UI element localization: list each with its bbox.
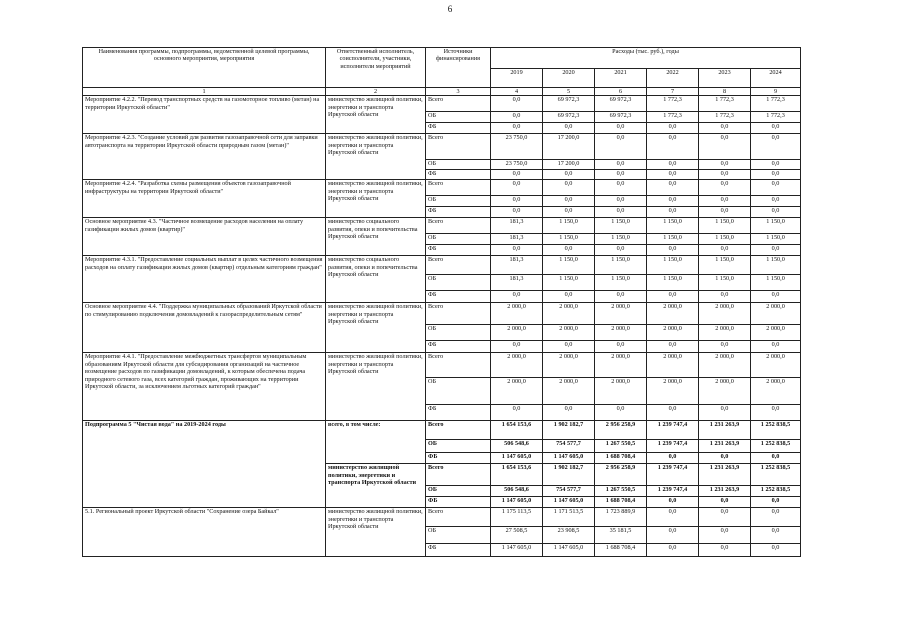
row-value: 0,0 (699, 180, 751, 196)
row-value: 2 000,0 (491, 378, 543, 405)
table-row (83, 134, 801, 160)
row-name: Мероприятие 4.4.1. "Предоставление межбюджетных трансфертов муниципальным образованиям Иркутской области для субсидирования организаций на частичное возмещение расходов по газификации домовладений, к которым обеспечена подача природного сетевого газа, всех категорий граждан, проживающих на территории Иркутской области, за исключением льготных категорий граждан" (83, 353, 326, 421)
row-source: ФБ (426, 245, 491, 256)
row-value: 0,0 (699, 405, 751, 421)
row-value: 0,0 (647, 291, 699, 303)
row-value: 0,0 (543, 123, 595, 134)
row-value: 1 267 550,5 (595, 486, 647, 497)
row-value: 0,0 (699, 160, 751, 170)
row-value: 1 239 747,4 (647, 421, 699, 440)
row-source: ФБ (426, 544, 491, 557)
row-value: 2 000,0 (647, 325, 699, 341)
row-value: 1 150,0 (543, 256, 595, 275)
row-value: 0,0 (751, 196, 801, 207)
row-value: 0,0 (647, 123, 699, 134)
row-value: 0,0 (699, 170, 751, 180)
row-source: Всего (426, 464, 491, 486)
row-value: 1 231 263,9 (699, 421, 751, 440)
row-value: 0,0 (699, 291, 751, 303)
row-responsible: министерство жилищной политики, энергетики и транспорта Иркутской области (326, 303, 426, 353)
row-value: 2 000,0 (699, 353, 751, 378)
row-value: 1 147 605,0 (543, 453, 595, 464)
row-value: 1 150,0 (751, 275, 801, 291)
row-responsible: министерство жилищной политики, энергетики и транспорта Иркутской области (326, 508, 426, 557)
row-value: 0,0 (491, 123, 543, 134)
row-value: 0,0 (699, 134, 751, 160)
column-number: 7 (647, 88, 699, 96)
table-row (83, 180, 801, 196)
table-row (83, 421, 801, 440)
row-source: ФБ (426, 497, 491, 508)
row-value: 0,0 (751, 134, 801, 160)
row-value: 1 150,0 (647, 275, 699, 291)
row-value: 181,3 (491, 218, 543, 234)
row-value: 0,0 (543, 207, 595, 218)
header-year: 2020 (543, 69, 595, 88)
row-name: Мероприятие 4.2.4. "Разработка схемы размещения объектов газозаправочной инфраструктуры на территории Иркутской области" (83, 180, 326, 218)
row-value: 0,0 (751, 291, 801, 303)
row-responsible: министерство жилищной политики, энергетики и транспорта Иркутской области (326, 353, 426, 421)
row-value: 1 171 513,5 (543, 508, 595, 527)
row-source: Всего (426, 218, 491, 234)
row-value: 2 000,0 (751, 353, 801, 378)
row-value: 0,0 (595, 245, 647, 256)
row-value: 2 000,0 (699, 303, 751, 325)
row-value: 0,0 (699, 453, 751, 464)
row-value: 1 147 605,0 (491, 544, 543, 557)
row-value: 0,0 (491, 180, 543, 196)
row-value: 0,0 (543, 291, 595, 303)
row-source: ФБ (426, 405, 491, 421)
row-value: 1 150,0 (647, 234, 699, 245)
row-name: Мероприятие 4.2.3. "Создание условий для развития газозаправочной сети для заправки автотранспорта на территории Иркутской области природным газом (метан)" (83, 134, 326, 180)
row-value: 69 972,3 (595, 96, 647, 112)
row-value: 0,0 (647, 170, 699, 180)
row-value: 0,0 (543, 405, 595, 421)
row-value: 0,0 (751, 180, 801, 196)
row-value: 1 147 605,0 (543, 497, 595, 508)
row-value: 1 147 605,0 (491, 497, 543, 508)
row-value: 2 000,0 (699, 325, 751, 341)
header-expenses: Расходы (тыс. руб.), годы (491, 48, 801, 69)
row-value: 1 175 113,5 (491, 508, 543, 527)
row-value: 0,0 (491, 341, 543, 353)
row-value: 0,0 (647, 527, 699, 544)
row-value: 754 577,7 (543, 440, 595, 453)
row-value: 0,0 (751, 527, 801, 544)
row-value: 1 239 747,4 (647, 464, 699, 486)
row-value: 2 000,0 (751, 378, 801, 405)
row-source: ФБ (426, 291, 491, 303)
row-value: 181,3 (491, 234, 543, 245)
row-source: ОБ (426, 378, 491, 405)
row-value: 0,0 (751, 170, 801, 180)
header-year: 2022 (647, 69, 699, 88)
row-value: 2 000,0 (595, 325, 647, 341)
header-source: Источники финансирования (426, 48, 491, 88)
row-value: 1 231 263,9 (699, 464, 751, 486)
row-value: 1 772,3 (647, 96, 699, 112)
row-value: 1 252 838,5 (751, 486, 801, 497)
row-value: 0,0 (595, 180, 647, 196)
row-value: 0,0 (699, 527, 751, 544)
row-source: ФБ (426, 207, 491, 218)
column-number: 5 (543, 88, 595, 96)
row-value: 0,0 (699, 245, 751, 256)
row-source: ФБ (426, 170, 491, 180)
row-value: 2 000,0 (543, 378, 595, 405)
page-number: 6 (447, 4, 453, 14)
header-responsible: Ответственный исполнитель, соисполнители, участники, исполнители мероприятий (326, 48, 426, 88)
row-value: 2 000,0 (595, 378, 647, 405)
row-value: 506 548,6 (491, 440, 543, 453)
row-value: 0,0 (595, 196, 647, 207)
row-value: 69 972,3 (543, 112, 595, 123)
row-value: 2 000,0 (595, 303, 647, 325)
row-value: 0,0 (595, 341, 647, 353)
row-value: 2 000,0 (543, 303, 595, 325)
row-value: 0,0 (543, 245, 595, 256)
row-value: 1 147 605,0 (543, 544, 595, 557)
header-year: 2023 (699, 69, 751, 88)
row-value: 181,3 (491, 275, 543, 291)
row-responsible: министерство жилищной политики, энергетики и транспорта Иркутской области (326, 96, 426, 134)
row-value: 0,0 (595, 405, 647, 421)
row-value: 0,0 (491, 196, 543, 207)
row-value: 181,3 (491, 256, 543, 275)
row-value: 2 000,0 (491, 353, 543, 378)
row-value: 0,0 (699, 544, 751, 557)
row-value: 27 508,5 (491, 527, 543, 544)
row-value: 2 000,0 (543, 325, 595, 341)
row-responsible: министерство жилищной политики, энергетики и транспорта Иркутской области (326, 134, 426, 180)
row-source: ОБ (426, 234, 491, 245)
column-number: 4 (491, 88, 543, 96)
row-value: 0,0 (751, 123, 801, 134)
row-value: 0,0 (543, 196, 595, 207)
row-value: 1 150,0 (595, 275, 647, 291)
row-responsible: министерство социального развития, опеки и попечительства Иркутской области (326, 256, 426, 303)
row-value: 0,0 (647, 180, 699, 196)
row-value: 0,0 (647, 508, 699, 527)
row-value: 23 750,0 (491, 134, 543, 160)
row-value: 0,0 (491, 291, 543, 303)
row-source: ФБ (426, 453, 491, 464)
row-value: 0,0 (699, 508, 751, 527)
row-value: 1 772,3 (751, 112, 801, 123)
row-value: 0,0 (647, 134, 699, 160)
row-value: 0,0 (595, 134, 647, 160)
row-value: 0,0 (647, 544, 699, 557)
row-value: 1 239 747,4 (647, 486, 699, 497)
row-value: 1 150,0 (647, 256, 699, 275)
row-source: ОБ (426, 486, 491, 497)
row-value: 1 150,0 (647, 218, 699, 234)
row-value: 1 267 550,5 (595, 440, 647, 453)
row-value: 2 000,0 (491, 303, 543, 325)
row-value: 0,0 (543, 170, 595, 180)
table-row (83, 353, 801, 378)
row-value: 0,0 (595, 170, 647, 180)
row-value: 0,0 (751, 544, 801, 557)
column-number: 8 (699, 88, 751, 96)
row-value: 0,0 (595, 123, 647, 134)
row-value: 1 150,0 (751, 256, 801, 275)
row-value: 1 772,3 (699, 112, 751, 123)
row-value: 35 181,5 (595, 527, 647, 544)
row-value: 2 000,0 (751, 325, 801, 341)
row-value: 1 902 182,7 (543, 464, 595, 486)
row-source: Всего (426, 256, 491, 275)
row-value: 0,0 (699, 123, 751, 134)
column-number: 9 (751, 88, 801, 96)
row-value: 0,0 (543, 341, 595, 353)
row-name: Мероприятие 4.3.1. "Предоставление социальных выплат в целях частичного возмещения расходов на оплату газификации жилых домов (квартир) отдельным категориям граждан" (83, 256, 326, 303)
row-source: ОБ (426, 112, 491, 123)
row-responsible: министерство жилищной политики, энергетики и транспорта Иркутской области (326, 180, 426, 218)
header-year: 2024 (751, 69, 801, 88)
column-number: 3 (426, 88, 491, 96)
row-value: 1 150,0 (699, 218, 751, 234)
row-value: 0,0 (751, 508, 801, 527)
row-value: 0,0 (595, 207, 647, 218)
row-value: 0,0 (751, 160, 801, 170)
row-source: ОБ (426, 527, 491, 544)
table-row (83, 218, 801, 234)
row-source: Всего (426, 353, 491, 378)
row-value: 0,0 (647, 160, 699, 170)
row-value: 1 147 605,0 (491, 453, 543, 464)
row-value: 2 000,0 (543, 353, 595, 378)
table-row (83, 303, 801, 325)
row-value: 0,0 (699, 341, 751, 353)
header-year: 2021 (595, 69, 647, 88)
row-value: 0,0 (647, 196, 699, 207)
row-value: 1 688 708,4 (595, 497, 647, 508)
row-value: 1 252 838,5 (751, 440, 801, 453)
row-value: 2 956 258,9 (595, 421, 647, 440)
row-source: ОБ (426, 325, 491, 341)
row-source: ФБ (426, 123, 491, 134)
row-value: 0,0 (699, 196, 751, 207)
row-value: 0,0 (647, 497, 699, 508)
row-source: ОБ (426, 196, 491, 207)
row-source: ОБ (426, 160, 491, 170)
table-row (83, 96, 801, 112)
expenses-table (82, 47, 801, 557)
row-value: 0,0 (491, 96, 543, 112)
row-value: 2 000,0 (647, 303, 699, 325)
row-value: 2 000,0 (699, 378, 751, 405)
row-value: 2 956 258,9 (595, 464, 647, 486)
row-value: 0,0 (699, 497, 751, 508)
row-value: 17 200,0 (543, 134, 595, 160)
row-value: 0,0 (751, 405, 801, 421)
row-value: 0,0 (751, 453, 801, 464)
row-value: 1 231 263,9 (699, 486, 751, 497)
row-value: 0,0 (647, 453, 699, 464)
row-value: 1 654 153,6 (491, 421, 543, 440)
row-value: 1 252 838,5 (751, 464, 801, 486)
row-source: Всего (426, 134, 491, 160)
row-value: 0,0 (543, 180, 595, 196)
row-value: 0,0 (647, 207, 699, 218)
row-name: Подпрограмма 5 "Чистая вода" на 2019-2024 годы (83, 421, 326, 508)
row-value: 0,0 (491, 207, 543, 218)
row-value: 1 231 263,9 (699, 440, 751, 453)
row-value: 0,0 (751, 497, 801, 508)
row-responsible: министерство социального развития, опеки и попечительства Иркутской области (326, 218, 426, 256)
header-year: 2019 (491, 69, 543, 88)
row-value: 1 150,0 (543, 275, 595, 291)
row-value: 1 688 708,4 (595, 544, 647, 557)
row-value: 0,0 (647, 341, 699, 353)
row-value: 17 200,0 (543, 160, 595, 170)
table-row (83, 256, 801, 275)
row-value: 23 908,5 (543, 527, 595, 544)
row-value: 0,0 (491, 170, 543, 180)
row-value: 1 150,0 (751, 234, 801, 245)
row-value: 0,0 (647, 245, 699, 256)
row-value: 0,0 (491, 245, 543, 256)
row-source: ОБ (426, 440, 491, 453)
row-value: 1 150,0 (595, 256, 647, 275)
row-value: 1 252 838,5 (751, 421, 801, 440)
row-name: Основное мероприятие 4.3. "Частичное возмещение расходов населения на оплату газификации жилых домов (квартир)" (83, 218, 326, 256)
row-value: 2 000,0 (647, 353, 699, 378)
row-source: ОБ (426, 275, 491, 291)
row-source: Всего (426, 508, 491, 527)
row-value: 1 239 747,4 (647, 440, 699, 453)
row-value: 506 548,6 (491, 486, 543, 497)
row-source: Всего (426, 96, 491, 112)
row-value: 754 577,7 (543, 486, 595, 497)
row-value: 1 772,3 (699, 96, 751, 112)
row-value: 1 654 153,6 (491, 464, 543, 486)
row-value: 1 150,0 (595, 234, 647, 245)
row-value: 0,0 (751, 207, 801, 218)
row-value: 1 150,0 (751, 218, 801, 234)
row-value: 1 772,3 (751, 96, 801, 112)
row-source: ФБ (426, 341, 491, 353)
row-value: 1 150,0 (543, 234, 595, 245)
row-responsible: министерство жилищной политики, энергетики и транспорта Иркутской области (326, 464, 426, 508)
row-source: Всего (426, 303, 491, 325)
row-value: 1 150,0 (595, 218, 647, 234)
row-value: 2 000,0 (595, 353, 647, 378)
row-value: 1 150,0 (699, 234, 751, 245)
column-number: 2 (326, 88, 426, 96)
row-value: 0,0 (595, 291, 647, 303)
row-name: Мероприятие 4.2.2. "Перевод транспортных средств на газомоторное топливо (метан) на территории Иркутской области" (83, 96, 326, 134)
row-value: 2 000,0 (647, 378, 699, 405)
row-value: 69 972,3 (543, 96, 595, 112)
row-value: 1 150,0 (699, 275, 751, 291)
column-number: 6 (595, 88, 647, 96)
row-value: 0,0 (647, 405, 699, 421)
row-value: 1 772,3 (647, 112, 699, 123)
row-value: 2 000,0 (491, 325, 543, 341)
row-source: Всего (426, 180, 491, 196)
row-responsible: всего, в том числе: (326, 421, 426, 464)
row-name: Основное мероприятие 4.4. "Поддержка муниципальных образований Иркутской области по стимулированию подключения домовладений к газораспределительным сетям" (83, 303, 326, 353)
column-number: 1 (83, 88, 326, 96)
row-source: Всего (426, 421, 491, 440)
row-value: 69 972,3 (595, 112, 647, 123)
row-value: 0,0 (491, 112, 543, 123)
row-value: 2 000,0 (751, 303, 801, 325)
table-row (83, 508, 801, 527)
row-value: 0,0 (699, 207, 751, 218)
row-name: 5.1. Региональный проект Иркутской области "Сохранение озера Байкал" (83, 508, 326, 557)
row-value: 0,0 (595, 160, 647, 170)
row-value: 1 688 708,4 (595, 453, 647, 464)
row-value: 1 902 182,7 (543, 421, 595, 440)
row-value: 1 150,0 (699, 256, 751, 275)
row-value: 23 750,0 (491, 160, 543, 170)
row-value: 0,0 (491, 405, 543, 421)
row-value: 1 723 889,9 (595, 508, 647, 527)
row-value: 0,0 (751, 245, 801, 256)
row-value: 0,0 (751, 341, 801, 353)
row-value: 1 150,0 (543, 218, 595, 234)
header-name: Наименования программы, подпрограммы, ведомственной целевой программы, основного мероприятия, мероприятия (83, 48, 326, 88)
